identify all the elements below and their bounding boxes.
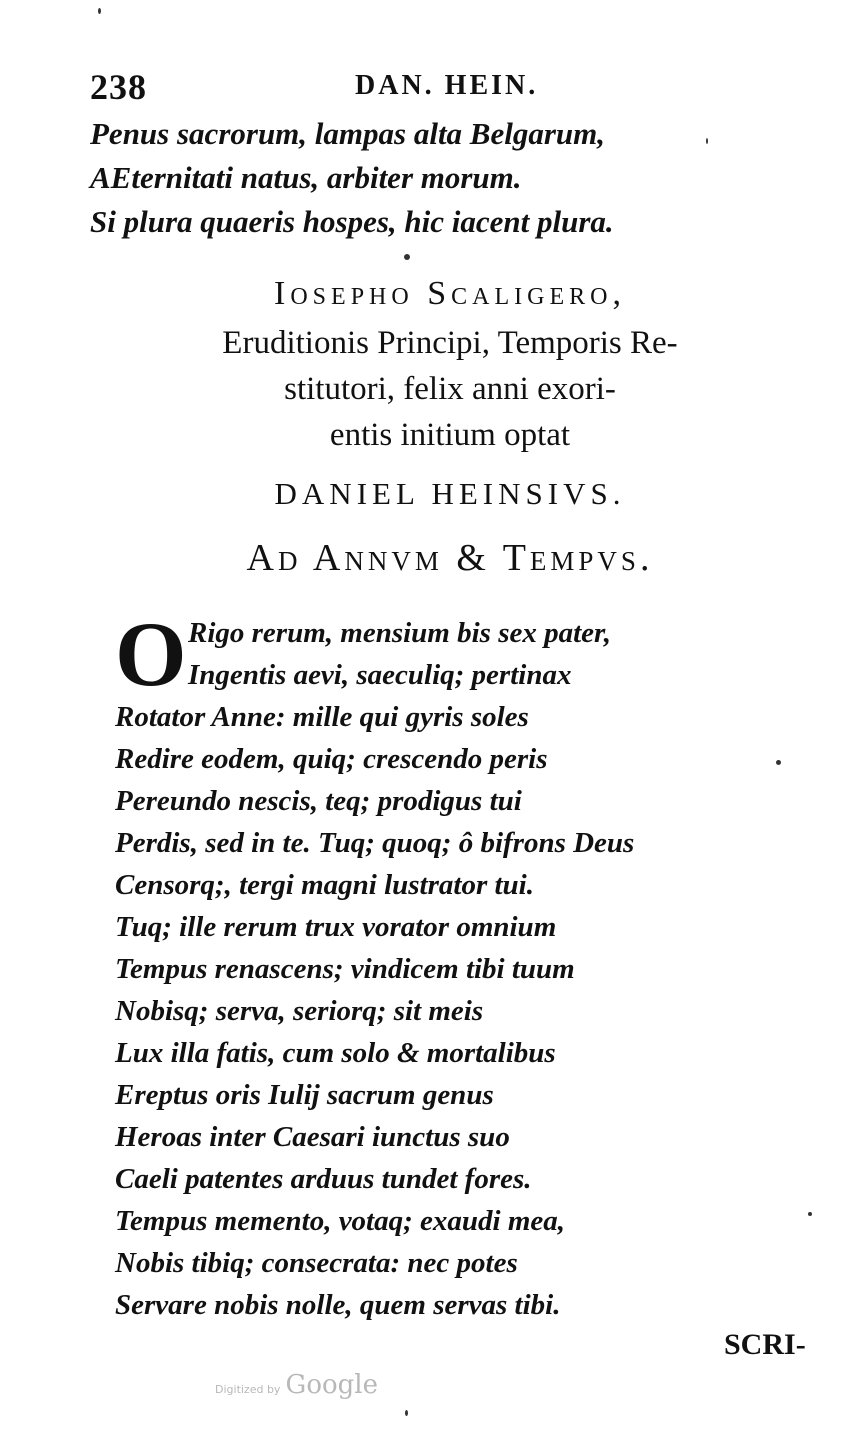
scan-speck xyxy=(776,760,781,765)
poem-line: Lux illa fatis, cum solo & mortalibus xyxy=(115,1037,556,1069)
verse-line: AEternitati natus, arbiter morum. xyxy=(90,160,522,195)
poem xyxy=(115,603,755,1326)
verse-line: Si plura quaeris hospes, hic iacent plura. xyxy=(90,204,614,239)
top-verse xyxy=(90,112,614,244)
scan-speck xyxy=(706,138,708,144)
page-number: 238 xyxy=(90,67,147,107)
scan-speck xyxy=(405,1410,408,1416)
poem-line: Redire eodem, quiq; crescendo peris xyxy=(115,743,548,775)
poem-line: Servare nobis nolle, quem servas tibi. xyxy=(115,1289,561,1321)
poem-line: Caeli patentes arduus tundet fores. xyxy=(115,1163,532,1195)
poem-title: Ad Annvm & Tempvs. xyxy=(246,537,654,579)
scan-speck xyxy=(404,254,410,260)
epithet-line: entis initium optat xyxy=(329,417,571,453)
digitized-watermark xyxy=(215,1370,378,1400)
poem-line: Perdis, sed in te. Tuq; quoq; ô bifrons Deus xyxy=(115,827,635,859)
catchword: SCRI- xyxy=(724,1328,806,1361)
poem-line: Rigo rerum, mensium bis sex pater, xyxy=(188,617,611,649)
scan-speck xyxy=(98,8,101,14)
poem-line: Ingentis aevi, saeculiq; pertinax xyxy=(188,659,572,691)
poem-line: Ereptus oris Iulij sacrum genus xyxy=(115,1079,494,1111)
poem-line: Rotator Anne: mille qui gyris soles xyxy=(115,701,529,733)
scan-speck xyxy=(808,1212,812,1216)
poem-line: Tempus renascens; vindicem tibi tuum xyxy=(115,953,575,985)
author-name: DANIEL HEINSIVS. xyxy=(274,476,626,511)
google-logo: Google xyxy=(285,1370,378,1400)
poem-line: Censorq;, tergi magni lustrator tui. xyxy=(115,869,534,901)
poem-line: Heroas inter Caesari iunctus suo xyxy=(115,1121,510,1153)
drop-cap: O xyxy=(115,603,187,705)
poem-line: Tuq; ille rerum trux vorator omnium xyxy=(115,911,557,943)
digitized-prefix: Digitized by xyxy=(215,1383,281,1396)
epithet-line: Eruditionis Principi, Temporis Re- xyxy=(222,325,678,361)
poem-line: Pereundo nescis, teq; prodigus tui xyxy=(115,785,522,817)
epithet-line: stitutori, felix anni exori- xyxy=(284,371,616,407)
poem-line: Nobisq; serva, seriorq; sit meis xyxy=(115,995,484,1027)
dedication-block xyxy=(120,268,780,586)
page-header xyxy=(80,60,640,110)
poem-line: Tempus memento, votaq; exaudi mea, xyxy=(115,1205,566,1237)
poem-line: Nobis tibiq; consecrata: nec potes xyxy=(115,1247,518,1279)
verse-line: Penus sacrorum, lampas alta Belgarum, xyxy=(90,116,606,151)
dedicatee: Iosepho Scaligero, xyxy=(274,275,626,312)
running-head: DAN. HEIN. xyxy=(355,70,539,101)
